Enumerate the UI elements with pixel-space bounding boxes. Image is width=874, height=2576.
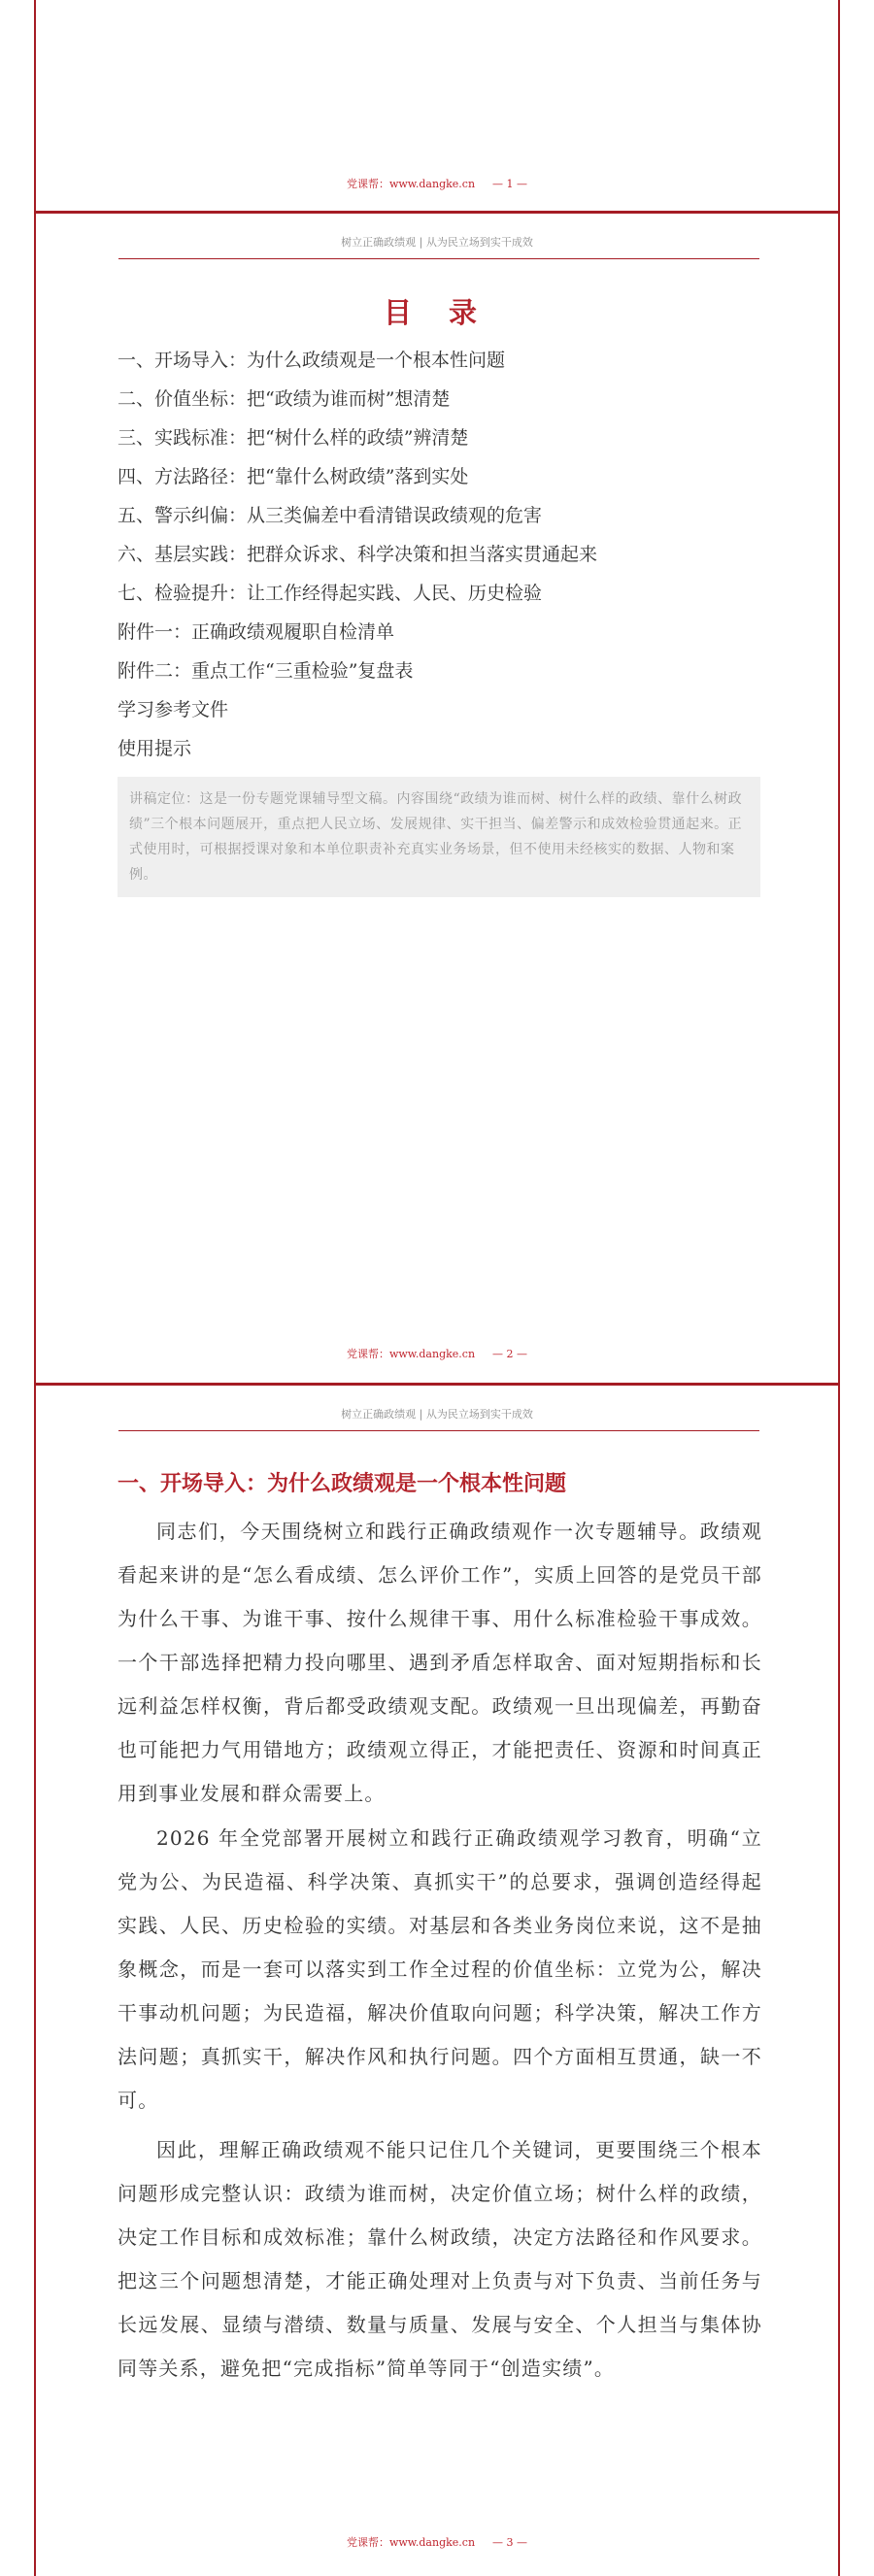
toc-item[interactable]: 二、价值坐标：把“政绩为谁而树”想清楚 (118, 388, 451, 410)
page-number: — 2 — (492, 1348, 528, 1360)
page-footer (36, 2534, 838, 2550)
running-header: 树立正确政绩观 | 从为民立场到实干成效 (341, 236, 533, 249)
page-3 (34, 1386, 840, 2576)
toc-item[interactable]: 六、基层实践：把群众诉求、科学决策和担当落实贯通起来 (118, 544, 598, 565)
toc-item[interactable]: 五、警示纠偏：从三类偏差中看清错误政绩观的危害 (118, 505, 543, 526)
toc-item[interactable]: 附件一：正确政绩观履职自检清单 (118, 621, 395, 643)
page-footer (36, 176, 838, 191)
toc-item[interactable]: 附件二：重点工作“三重检验”复盘表 (118, 660, 414, 682)
footer-site: 党课帮：www.dangke.cn (346, 2536, 476, 2549)
running-header: 树立正确政绩观 | 从为民立场到实干成效 (341, 1408, 533, 1421)
toc-item[interactable]: 七、检验提升：让工作经得起实践、人民、历史检验 (118, 583, 543, 604)
footer-site: 党课帮：www.dangke.cn (346, 178, 476, 190)
toc-item[interactable]: 使用提示 (118, 738, 192, 759)
page-1 (34, 0, 840, 211)
body-paragraph: 2026 年全党部署开展树立和践行正确政绩观学习教育，明确“立党为公、为民造福、科学决策、真抓实干”的总要求，强调创造经得起实践、人民、历史检验的实绩。对基层和各类业务岗位来说，这不是抽象概念，而是一套可以落实到工作全过程的价值坐标：立党为公，解决干事动机问题；为民造福，解决价值取向问题；科学决策，解决工作方法问题；真抓实干，解决作风和执行问题。四个方面相互贯通，缺一不可。 (118, 1826, 762, 2112)
toc-item[interactable]: 三、实践标准：把“树什么样的政绩”辨清楚 (118, 427, 469, 449)
header-rule (118, 258, 759, 259)
body-paragraph: 同志们，今天围绕树立和践行正确政绩观作一次专题辅导。政绩观看起来讲的是“怎么看成绩、怎么评价工作”，实质上回答的是党员干部为什么干事、为谁干事、按什么规律干事、用什么标准检验干事成效。一个干部选择把精力投向哪里、遇到矛盾怎样取舍、面对短期指标和长远利益怎样权衡，背后都受政绩观支配。政绩观一旦出现偏差，再勤奋也可能把力气用错地方；政绩观立得正，才能把责任、资源和时间真正用到事业发展和群众需要上。 (118, 1520, 762, 1805)
toc-item[interactable]: 学习参考文件 (118, 699, 229, 720)
usage-note: 讲稿定位：这是一份专题党课辅导型文稿。内容围绕“政绩为谁而树、树什么样的政绩、靠什么树政绩”三个根本问题展开，重点把人民立场、发展规律、实干担当、偏差警示和成效检验贯通起来。正式使用时，可根据授课对象和本单位职责补充真实业务场景，但不使用未经核实的数据、人物和案例。 (118, 777, 760, 897)
section-title: 一、开场导入：为什么政绩观是一个根本性问题 (118, 1472, 567, 1496)
toc-title: 目 录 (383, 296, 491, 329)
footer-site: 党课帮：www.dangke.cn (346, 1348, 476, 1360)
page-number: — 3 — (492, 2536, 528, 2549)
page-2 (34, 214, 840, 1388)
header-rule (118, 1430, 759, 1431)
page-footer (36, 1346, 838, 1361)
page-number: — 1 — (492, 178, 528, 190)
toc-item[interactable]: 四、方法路径：把“靠什么树政绩”落到实处 (118, 466, 469, 487)
body-paragraph: 因此，理解正确政绩观不能只记住几个关键词，更要围绕三个根本问题形成完整认识：政绩为谁而树，决定价值立场；树什么样的政绩，决定工作目标和成效标准；靠什么树政绩，决定方法路径和作风要求。把这三个问题想清楚，才能正确处理对上负责与对下负责、当前任务与长远发展、显绩与潜绩、数量与质量、发展与安全、个人担当与集体协同等关系，避免把“完成指标”简单等同于“创造实绩”。 (118, 2138, 762, 2380)
toc-item[interactable]: 一、开场导入：为什么政绩观是一个根本性问题 (118, 350, 506, 371)
